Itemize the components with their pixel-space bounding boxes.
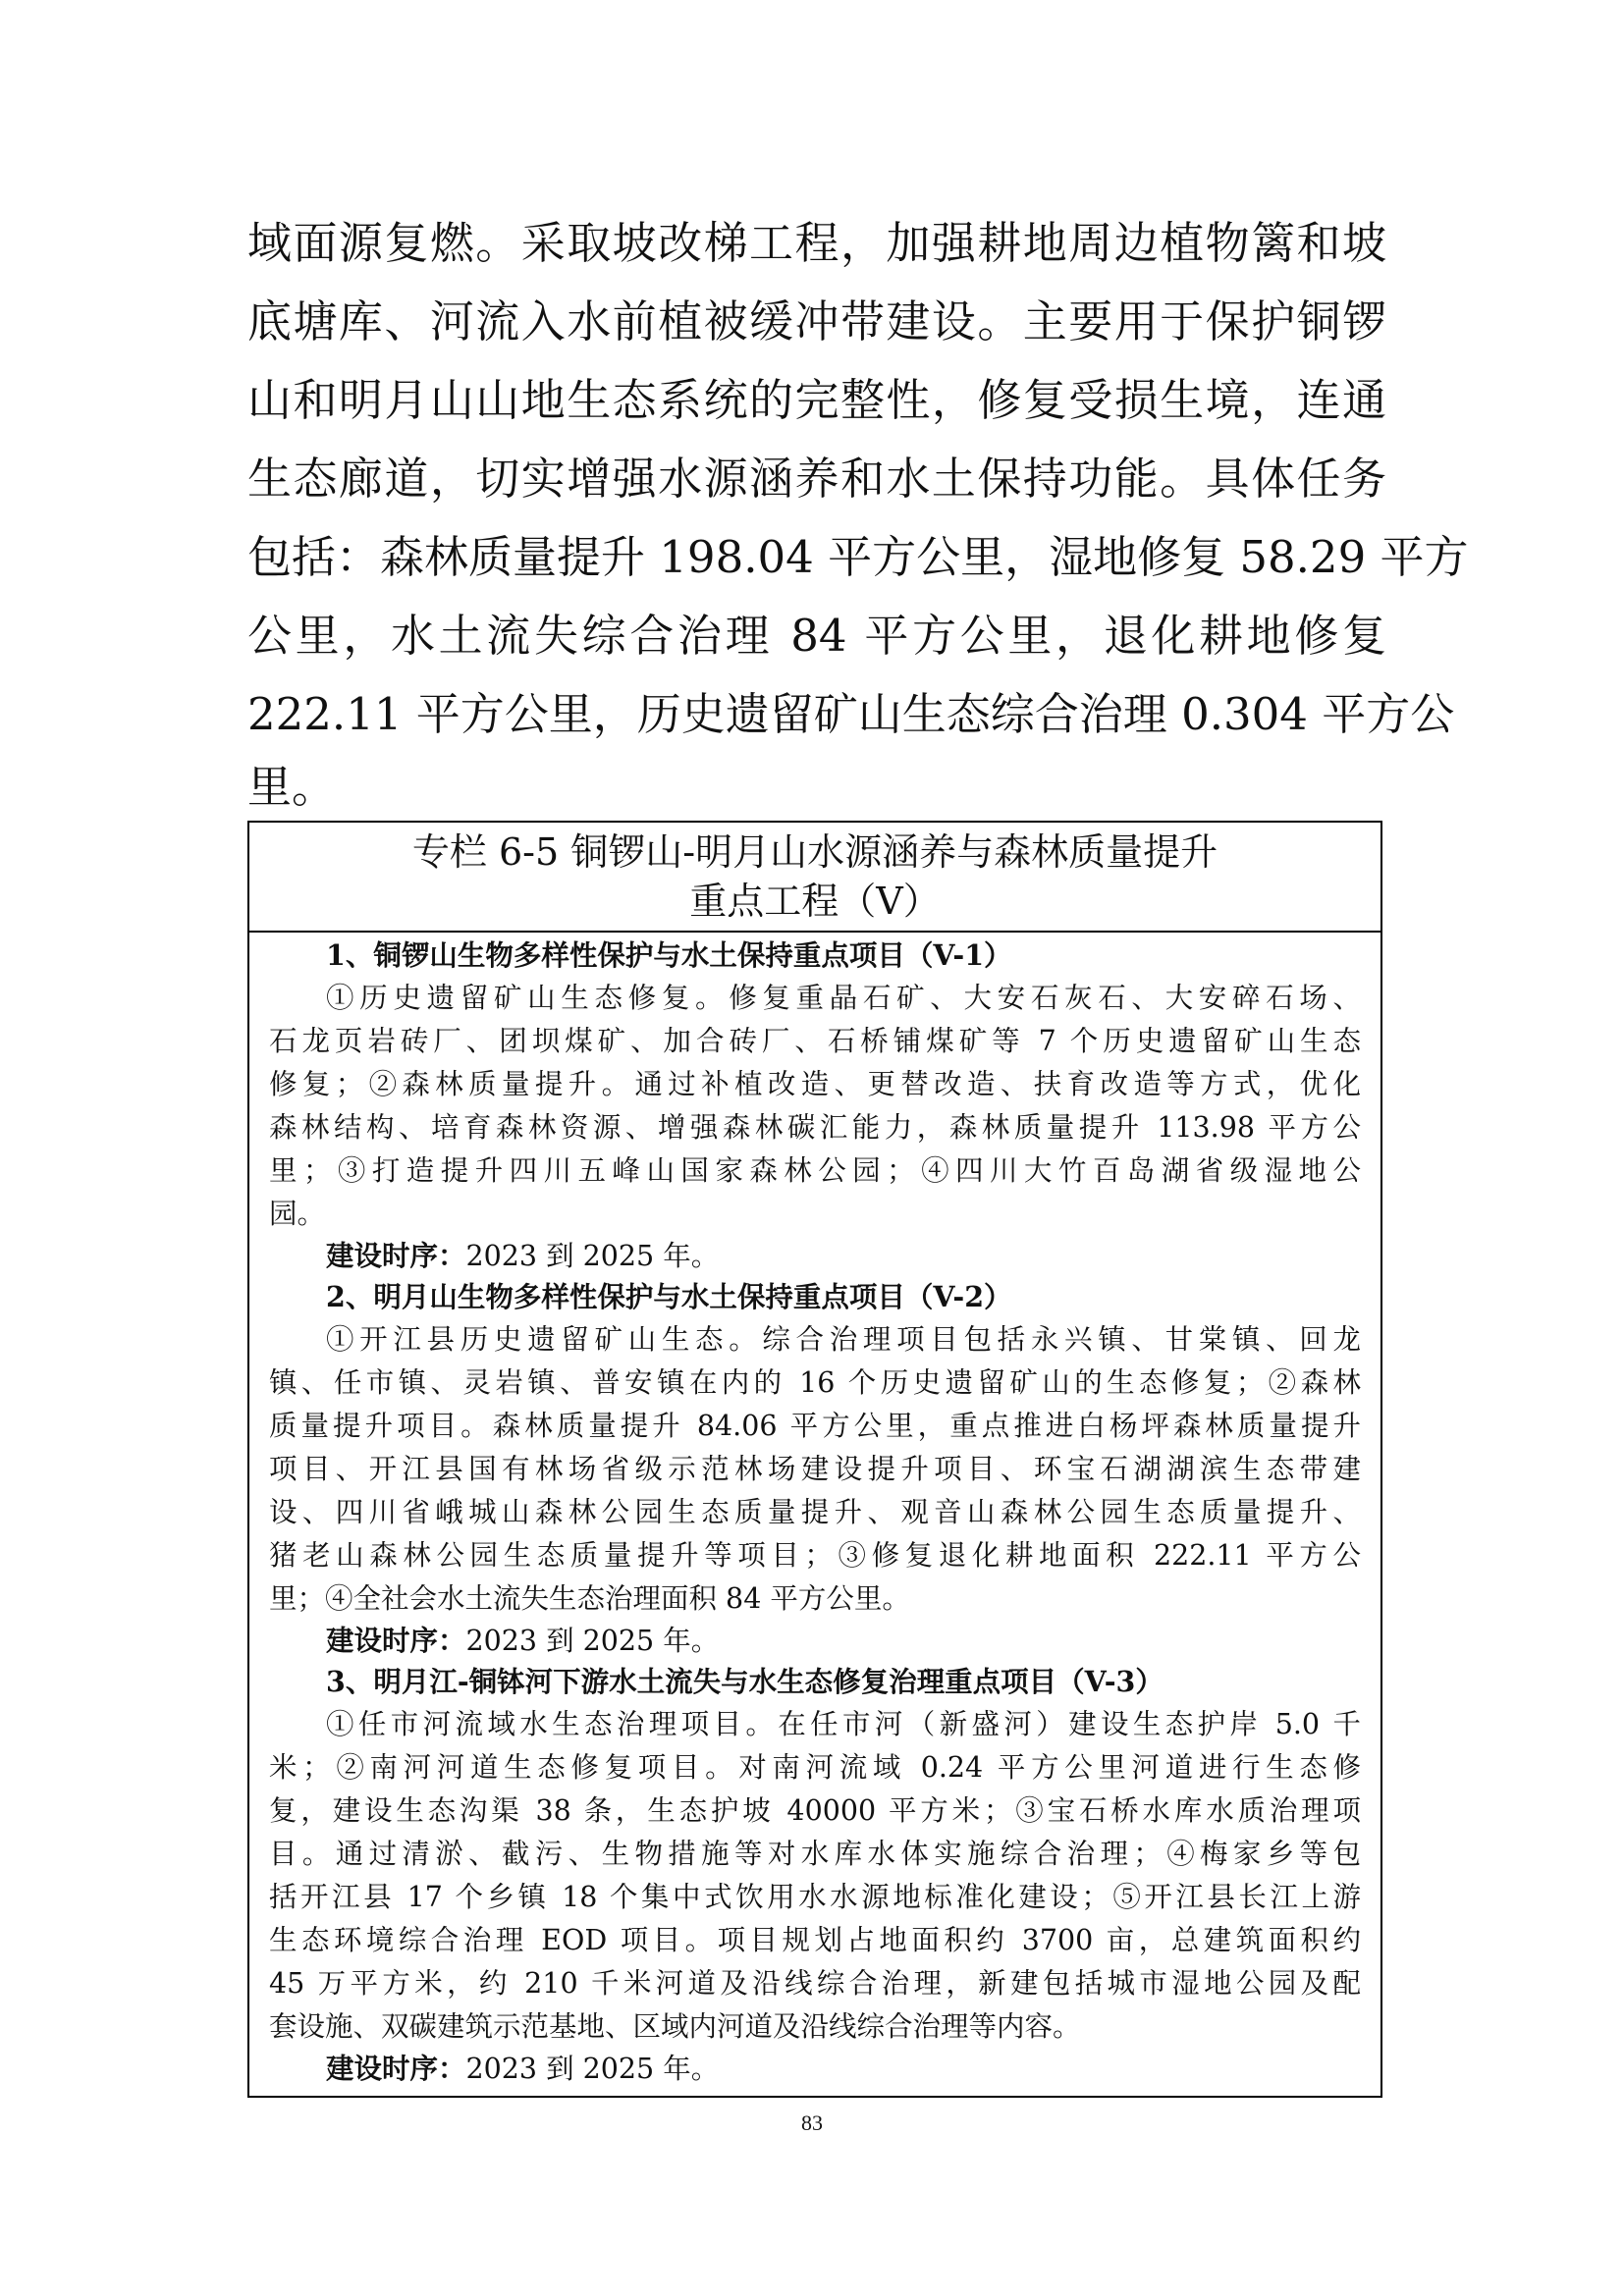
schedule-label: 建设时序： bbox=[326, 1624, 466, 1657]
schedule-value: 2023 到 2025 年。 bbox=[465, 1625, 720, 1657]
paragraph-line: 域面源复燃。采取坡改梯工程，加强耕地周边植物篱和坡 bbox=[247, 217, 1386, 269]
section-2-line: 设、四川省峨城山森林公园生态质量提升、观音山森林公园生态质量提升、 bbox=[269, 1496, 1361, 1528]
page-number: 83 bbox=[801, 2110, 823, 2135]
schedule-value: 2023 到 2025 年。 bbox=[465, 1240, 720, 1272]
section-3-heading: 3、明月江-铜钵河下游水土流失与水生态修复治理重点项目（V-3） bbox=[326, 1665, 1164, 1698]
section-1-line: 里；③打造提升四川五峰山国家森林公园；④四川大竹百岛湖省级湿地公 bbox=[269, 1154, 1361, 1187]
schedule-label: 建设时序： bbox=[326, 2052, 466, 2085]
section-2-line: 镇、任市镇、灵岩镇、普安镇在内的 16 个历史遗留矿山的生态修复；②森林 bbox=[269, 1366, 1361, 1399]
paragraph-line: 222.11 平方公里，历史遗留矿山生态综合治理 0.304 平方公 bbox=[247, 688, 1455, 740]
section-2-line: 质量提升项目。森林质量提升 84.06 平方公里，重点推进白杨坪森林质量提升 bbox=[269, 1410, 1361, 1442]
paragraph-line: 生态廊道，切实增强水源涵养和水土保持功能。具体任务 bbox=[247, 453, 1386, 505]
section-1-line: ①历史遗留矿山生态修复。修复重晶石矿、大安石灰石、大安碎石场、 bbox=[326, 982, 1361, 1014]
section-3-line: 生态环境综合治理 EOD 项目。项目规划占地面积约 3700 亩，总建筑面积约 bbox=[269, 1924, 1361, 1956]
paragraph-line: 里。 bbox=[247, 761, 337, 813]
section-3-schedule bbox=[326, 2048, 719, 2090]
section-2-line: 猪老山森林公园生态质量提升等项目；③修复退化耕地面积 222.11 平方公 bbox=[269, 1539, 1361, 1572]
paragraph-line: 包括：森林质量提升 198.04 平方公里，湿地修复 58.29 平方 bbox=[247, 531, 1469, 583]
schedule-value: 2023 到 2025 年。 bbox=[465, 2053, 720, 2085]
schedule-label: 建设时序： bbox=[326, 1239, 466, 1272]
paragraph-line: 公里，水土流失综合治理 84 平方公里，退化耕地修复 bbox=[247, 610, 1386, 662]
section-1-line: 园。 bbox=[269, 1198, 326, 1230]
section-2-line: ①开江县历史遗留矿山生态。综合治理项目包括永兴镇、甘棠镇、回龙 bbox=[326, 1323, 1361, 1356]
paragraph-line: 山和明月山山地生态系统的完整性，修复受损生境，连通 bbox=[247, 374, 1386, 426]
section-3-line: 米；②南河河道生态修复项目。对南河流域 0.24 平方公里河道进行生态修 bbox=[269, 1751, 1361, 1784]
box-title-line-1: 专栏 6-5 铜锣山-明月山水源涵养与森林质量提升 bbox=[411, 830, 1218, 874]
section-1-line: 森林结构、培育森林资源、增强森林碳汇能力，森林质量提升 113.98 平方公 bbox=[269, 1111, 1361, 1144]
section-2-schedule bbox=[326, 1620, 719, 1662]
box-title-line-2: 重点工程（V） bbox=[689, 880, 941, 923]
section-3-line: 45 万平方米，约 210 千米河道及沿线综合治理，新建包括城市湿地公园及配 bbox=[269, 1967, 1361, 2000]
section-2-heading: 2、明月山生物多样性保护与水土保持重点项目（V-2） bbox=[326, 1280, 1012, 1313]
section-1-line: 石龙页岩砖厂、团坝煤矿、加合砖厂、石桥铺煤矿等 7 个历史遗留矿山生态 bbox=[269, 1025, 1361, 1057]
section-3-line: ①任市河流域水生态治理项目。在任市河（新盛河）建设生态护岸 5.0 千 bbox=[326, 1708, 1361, 1740]
section-2-line: 项目、开江县国有林场省级示范林场建设提升项目、环宝石湖湖滨生态带建 bbox=[269, 1453, 1361, 1485]
paragraph-line: 底塘库、河流入水前植被缓冲带建设。主要用于保护铜锣 bbox=[247, 295, 1386, 347]
project-box bbox=[247, 821, 1382, 2098]
section-2-line: 里；④全社会水土流失生态治理面积 84 平方公里。 bbox=[269, 1582, 910, 1615]
section-3-line: 复，建设生态沟渠 38 条，生态护坡 40000 平方米；③宝石桥水库水质治理项 bbox=[269, 1794, 1361, 1827]
section-1-line: 修复；②森林质量提升。通过补植改造、更替改造、扶育改造等方式，优化 bbox=[269, 1068, 1361, 1100]
section-3-line: 括开江县 17 个乡镇 18 个集中式饮用水水源地标准化建设；⑤开江县长江上游 bbox=[269, 1881, 1361, 1913]
section-1-heading: 1、铜锣山生物多样性保护与水土保持重点项目（V-1） bbox=[326, 938, 1012, 972]
section-3-line: 目。通过清淤、截污、生物措施等对水库水体实施综合治理；④梅家乡等包 bbox=[269, 1838, 1361, 1870]
section-3-line: 套设施、双碳建筑示范基地、区域内河道及沿线综合治理等内容。 bbox=[269, 2010, 1081, 2043]
title-divider bbox=[249, 931, 1380, 933]
section-1-schedule bbox=[326, 1235, 719, 1277]
